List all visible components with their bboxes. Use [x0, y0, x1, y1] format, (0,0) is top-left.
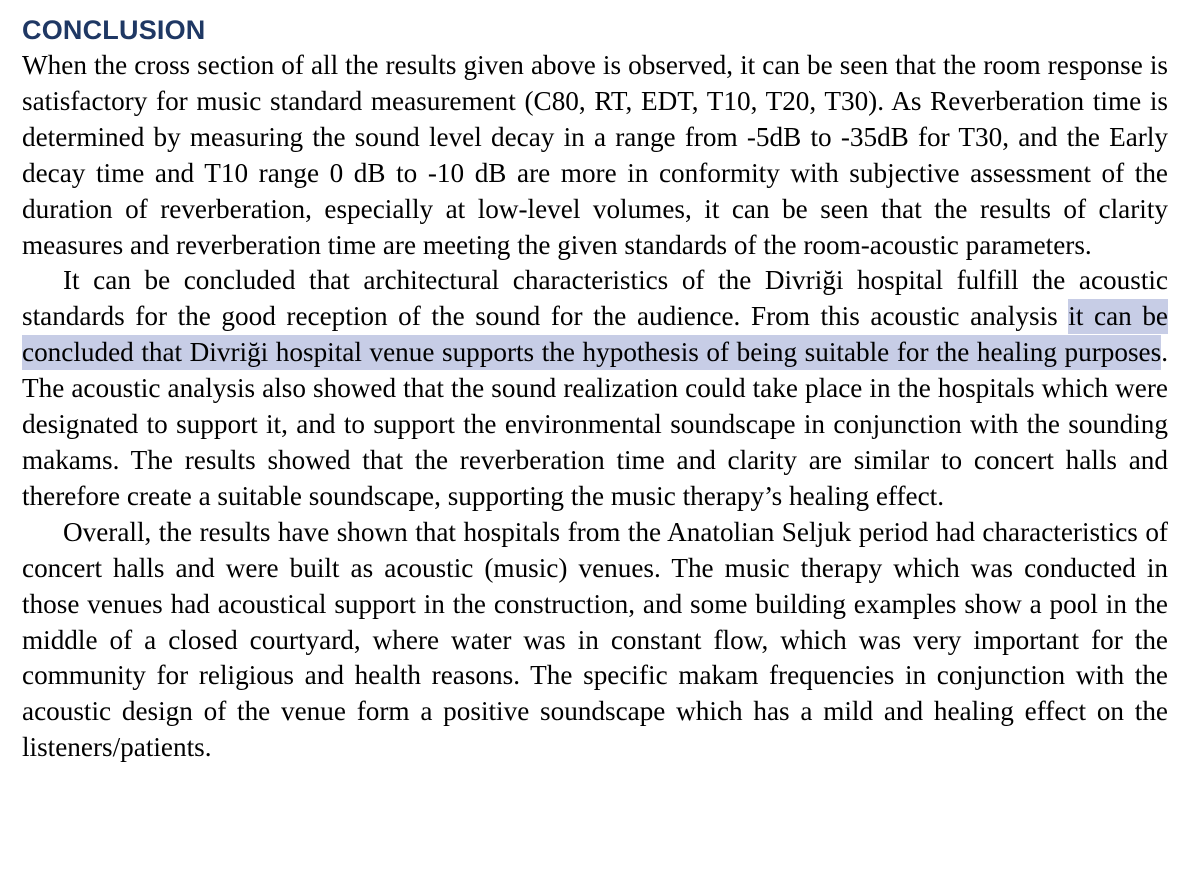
paragraph-2-text-start: It can be concluded that architectural characteristics of the Divriği hospital fulfill the acoustic standards for the good reception of the sound for the audience. From this acoustic analysis	[22, 265, 1168, 332]
section-heading: CONCLUSION	[22, 15, 206, 45]
paragraph-1[interactable]: When the cross section of all the results given above is observed, it can be seen that the room response is satisfactory for music standard measurement (C80, RT, EDT, T10, T20, T30). As Reverberation time is determined by measuring the sound level decay in a range from -5dB to -35dB for T30, and the Early decay time and T10 range 0 dB to -10 dB are more in conformity with subjective assessment of the duration of reverberation, especially at low-level volumes, it can be seen that the results of clarity measures and reverberation time are meeting the given standards of the room-acoustic parameters.	[22, 50, 1168, 260]
paragraph-2[interactable]	[22, 263, 1168, 514]
paragraph-2-text-end: . The acoustic analysis also showed that the sound realization could take place in the hospitals which were designated to support it, and to support the environmental soundscape in conjunction with the sounding makams. The results showed that the reverberation time and clarity are similar to concert halls and therefore create a suitable soundscape, supporting the music therapy’s healing effect.	[22, 337, 1168, 511]
document-page	[22, 12, 1168, 766]
paragraph-3[interactable]: Overall, the results have shown that hospitals from the Anatolian Seljuk period had characteristics of concert halls and were built as acoustic (music) venues. The music therapy which was conducted in those venues had acoustical support in the construction, and some building examples show a pool in the middle of a closed courtyard, where water was in constant flow, which was very important for the community for religious and health reasons. The specific makam frequencies in conjunction with the acoustic design of the venue form a positive soundscape which has a mild and healing effect on the listeners/patients.	[22, 516, 1168, 763]
text-selection-highlight[interactable]: it can be concluded that Divriği hospital venue supports the hypothesis of being suitable for the healing purposes	[22, 299, 1168, 370]
